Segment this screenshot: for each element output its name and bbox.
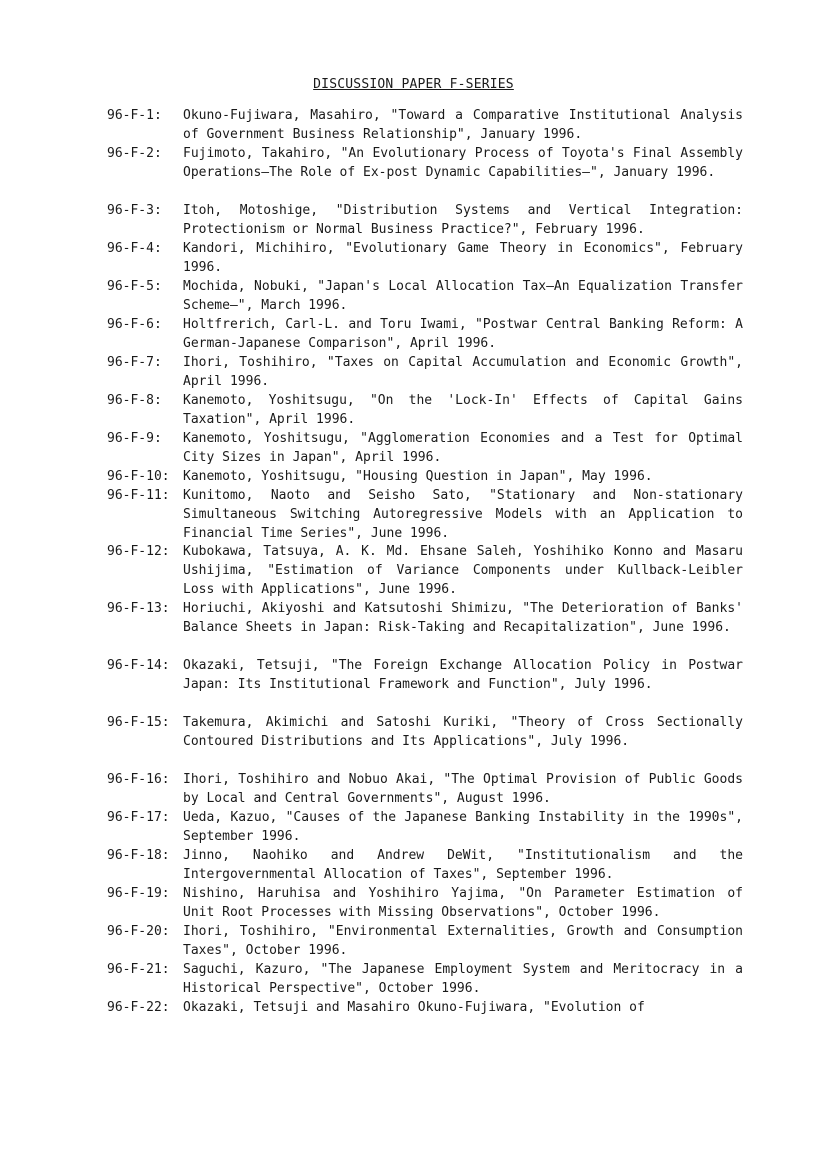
- paper-number: 96-F-20:: [107, 924, 170, 939]
- paper-number: 96-F-11:: [107, 488, 170, 503]
- paper-citation: Kanemoto, Yoshitsugu, "Agglomeration Economies and a Test for Optimal City Sizes in Japan", April 1996.: [183, 431, 743, 465]
- paper-number: 96-F-14:: [107, 658, 170, 673]
- paper-number: 96-F-21:: [107, 962, 170, 977]
- paper-number: 96-F-16:: [107, 772, 170, 787]
- paper-citation: Fujimoto, Takahiro, "An Evolutionary Process of Toyota's Final Assembly Operations—The Role of Ex-post Dynamic Capabilities—", January 1996.: [183, 146, 743, 180]
- paper-number: 96-F-17:: [107, 810, 170, 825]
- paper-number: 96-F-12:: [107, 544, 170, 559]
- paper-citation: Ueda, Kazuo, "Causes of the Japanese Banking Instability in the 1990s", September 1996.: [183, 810, 743, 844]
- paper-citation: Ihori, Toshihiro, "Environmental Externalities, Growth and Consumption Taxes", October 1996.: [183, 924, 743, 958]
- paper-citation: Okuno-Fujiwara, Masahiro, "Toward a Comparative Institutional Analysis of Government Business Relationship", January 1996.: [183, 108, 743, 142]
- paper-citation: Kandori, Michihiro, "Evolutionary Game Theory in Economics", February 1996.: [183, 241, 743, 275]
- paper-citation: Kubokawa, Tatsuya, A. K. Md. Ehsane Saleh, Yoshihiko Konno and Masaru Ushijima, "Estimation of Variance Components under Kullback-Leibler Loss with Applications", June 1996.: [183, 544, 743, 597]
- paper-citation: Kanemoto, Yoshitsugu, "On the 'Lock-In' Effects of Capital Gains Taxation", April 1996.: [183, 393, 743, 427]
- paper-citation: Jinno, Naohiko and Andrew DeWit, "Institutionalism and the Intergovernmental Allocation of Taxes", September 1996.: [183, 848, 743, 882]
- paper-number: 96-F-1:: [107, 108, 162, 123]
- paper-citation: Nishino, Haruhisa and Yoshihiro Yajima, "On Parameter Estimation of Unit Root Processes with Missing Observations", October 1996.: [183, 886, 743, 920]
- paper-number: 96-F-22:: [107, 1000, 170, 1015]
- paper-number: 96-F-8:: [107, 393, 162, 408]
- paper-citation: Takemura, Akimichi and Satoshi Kuriki, "Theory of Cross Sectionally Contoured Distributions and Its Applications", July 1996.: [183, 715, 743, 749]
- paper-citation: Okazaki, Tetsuji, "The Foreign Exchange Allocation Policy in Postwar Japan: Its Institutional Framework and Function", July 1996.: [183, 658, 743, 692]
- paper-number: 96-F-3:: [107, 203, 162, 218]
- paper-number: 96-F-7:: [107, 355, 162, 370]
- page-title: DISCUSSION PAPER F-SERIES: [313, 77, 514, 92]
- paper-number: 96-F-10:: [107, 469, 170, 484]
- paper-number: 96-F-2:: [107, 146, 162, 161]
- paper-number: 96-F-18:: [107, 848, 170, 863]
- paper-citation: Saguchi, Kazuro, "The Japanese Employment System and Meritocracy in a Historical Perspective", October 1996.: [183, 962, 743, 996]
- paper-number: 96-F-4:: [107, 241, 162, 256]
- paper-citation: Kanemoto, Yoshitsugu, "Housing Question in Japan", May 1996.: [183, 469, 653, 484]
- paper-citation: Horiuchi, Akiyoshi and Katsutoshi Shimizu, "The Deterioration of Banks' Balance Sheets in Japan: Risk-Taking and Recapitalization", June 1996.: [183, 601, 743, 635]
- paper-number: 96-F-19:: [107, 886, 170, 901]
- paper-citation: Mochida, Nobuki, "Japan's Local Allocation Tax—An Equalization Transfer Scheme—", March 1996.: [183, 279, 743, 313]
- paper-citation: Holtfrerich, Carl-L. and Toru Iwami, "Postwar Central Banking Reform: A German-Japanese Comparison", April 1996.: [183, 317, 743, 351]
- paper-citation: Ihori, Toshihiro, "Taxes on Capital Accumulation and Economic Growth", April 1996.: [183, 355, 743, 389]
- paper-citation: Kunitomo, Naoto and Seisho Sato, "Stationary and Non-stationary Simultaneous Switching Autoregressive Models with an Application to Financial Time Series", June 1996.: [183, 488, 743, 541]
- paper-number: 96-F-15:: [107, 715, 170, 730]
- paper-citation: Ihori, Toshihiro and Nobuo Akai, "The Optimal Provision of Public Goods by Local and Central Governments", August 1996.: [183, 772, 743, 806]
- paper-number: 96-F-9:: [107, 431, 162, 446]
- paper-number: 96-F-5:: [107, 279, 162, 294]
- paper-citation: Itoh, Motoshige, "Distribution Systems and Vertical Integration: Protectionism or Normal Business Practice?", February 1996.: [183, 203, 743, 237]
- paper-number: 96-F-13:: [107, 601, 170, 616]
- paper-citation: Okazaki, Tetsuji and Masahiro Okuno-Fujiwara, "Evolution of: [183, 1000, 645, 1015]
- paper-number: 96-F-6:: [107, 317, 162, 332]
